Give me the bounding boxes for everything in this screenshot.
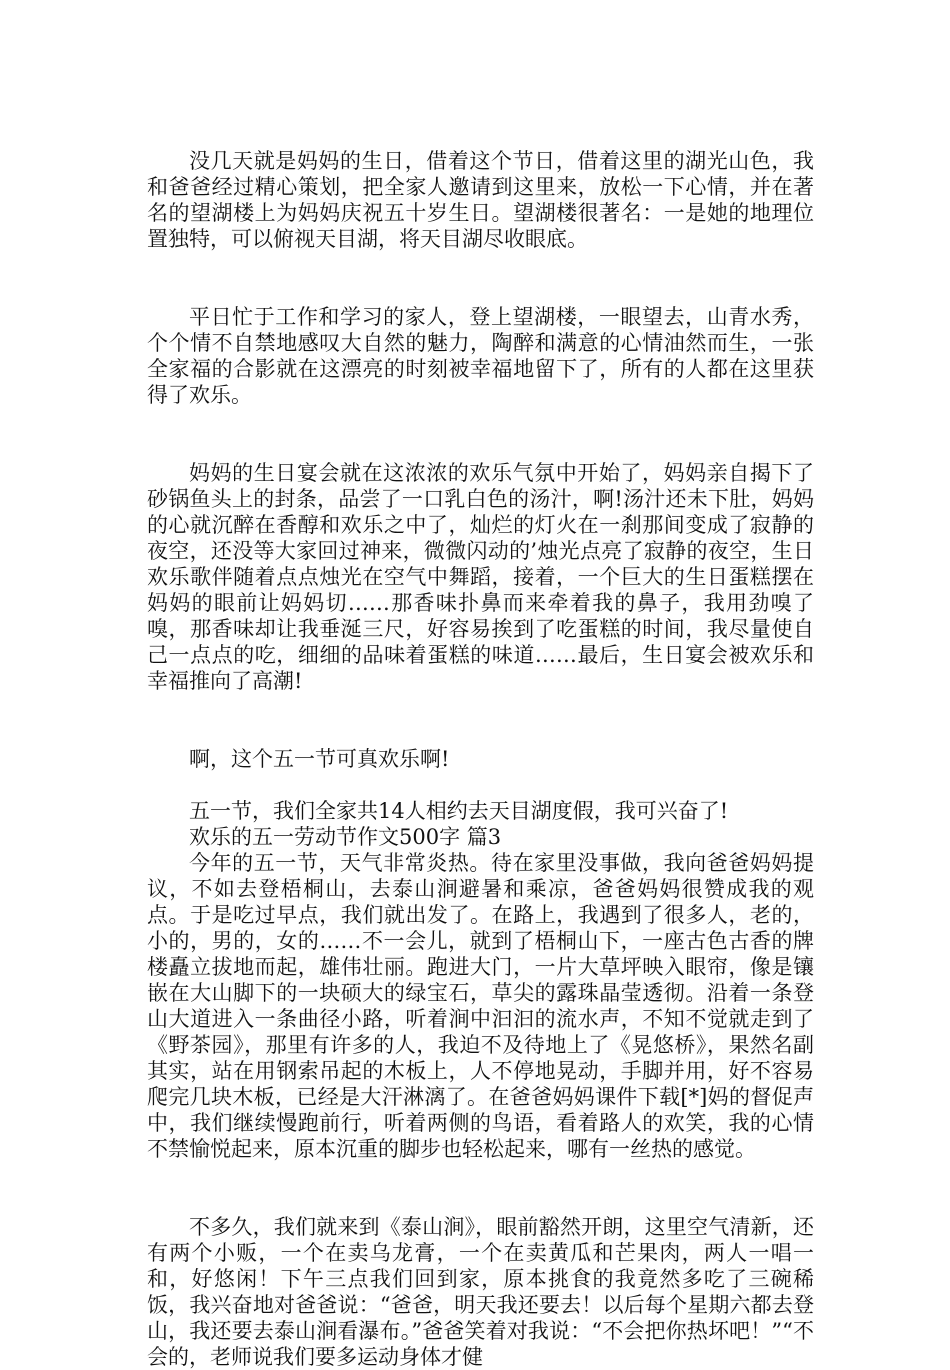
paragraph-birthday-intro: 没几天就是妈妈的生日，借着这个节日，借着这里的湖光山色，我和爸爸经过精心策划，把全家人邀请到这里来，放松一下心情，并在著名的望湖楼上为妈妈庆祝五十岁生日。望湖楼很著名：一是她的地理位置独特，可以俯视天目湖，将天目湖尽收眼底。	[147, 149, 814, 251]
paragraph-exclamation: 啊，这个五一节可真欢乐啊!	[189, 747, 450, 771]
paragraph-taishan-stream: 不多久，我们就来到《泰山涧》，眼前豁然开朗，这里空气清新，还有两个小贩，一个在卖乌龙膏，一个在卖黄瓜和芒果肉，两人一唱一和，好悠闲！下午三点我们回到家，原本挑食的我竟然多吃了三碗稀饭，我兴奋地对爸爸说：“爸爸，明天我还要去！以后每个星期六都去登山，我还要去泰山涧看瀑布。”爸爸笑着对我说：“不会把你热坏吧！”“不会的，老师说我们要多运动身体才健	[147, 1215, 814, 1369]
paragraph-trip-summary: 五一节，我们全家共14人相约去天目湖度假，我可兴奋了!	[189, 799, 729, 823]
essay-heading: 欢乐的五一劳动节作文500字 篇3	[189, 825, 502, 849]
paragraph-birthday-banquet: 妈妈的生日宴会就在这浓浓的欢乐气氛中开始了，妈妈亲自揭下了砂锅鱼头上的封条，品尝了一口乳白色的汤汁，啊!汤汁还未下肚，妈妈的心就沉醉在香醇和欢乐之中了，灿烂的灯火在一刹那间变成了寂静的夜空，还没等大家回过神来，微微闪动的’烛光点亮了寂静的夜空，生日欢乐歌伴随着点点烛光在空气中舞蹈，接着，一个巨大的生日蛋糕摆在妈妈的眼前让妈妈切……那香味扑鼻而来牵着我的鼻子，我用劲嗅了嗅，那香味却让我垂涎三尺，好容易挨到了吃蛋糕的时间，我尽量使自己一点点的吃，细细的品味着蛋糕的味道……最后，生日宴会被欢乐和幸福推向了高潮!	[147, 461, 814, 693]
document-body	[147, 148, 814, 1370]
paragraph-family-photo: 平日忙于工作和学习的家人，登上望湖楼，一眼望去，山青水秀，个个情不自禁地感叹大自然的魅力，陶醉和满意的心情油然而生，一张全家福的合影就在这漂亮的时刻被幸福地留下了，所有的人都在这里获得了欢乐。	[147, 305, 814, 407]
paragraph-mountain-climb: 今年的五一节，天气非常炎热。待在家里没事做，我向爸爸妈妈提议，不如去登梧桐山，去泰山涧避暑和乘凉，爸爸妈妈很赞成我的观点。于是吃过早点，我们就出发了。在路上，我遇到了很多人，老的，小的，男的，女的……不一会儿，就到了梧桐山下，一座古色古香的牌楼矗立拔地而起，雄伟壮丽。跑进大门，一片大草坪映入眼帘，像是镶嵌在大山脚下的一块硕大的绿宝石，草尖的露珠晶莹透彻。沿着一条登山大道进入一条曲径小路，听着涧中汩汩的流水声，不知不觉就走到了《野茶园》，那里有许多的人，我迫不及待地上了《晃悠桥》，果然名副其实，站在用钢索吊起的木板上，人不停地晃动，手脚并用，好不容易爬完几块木板，已经是大汗淋漓了。在爸爸妈妈课件下载[*]妈的督促声中，我们继续慢跑前行，听着两侧的鸟语，看着路人的欢笑，我的心情不禁愉悦起来，原本沉重的脚步也轻松起来，哪有一丝热的感觉。	[147, 851, 814, 1161]
